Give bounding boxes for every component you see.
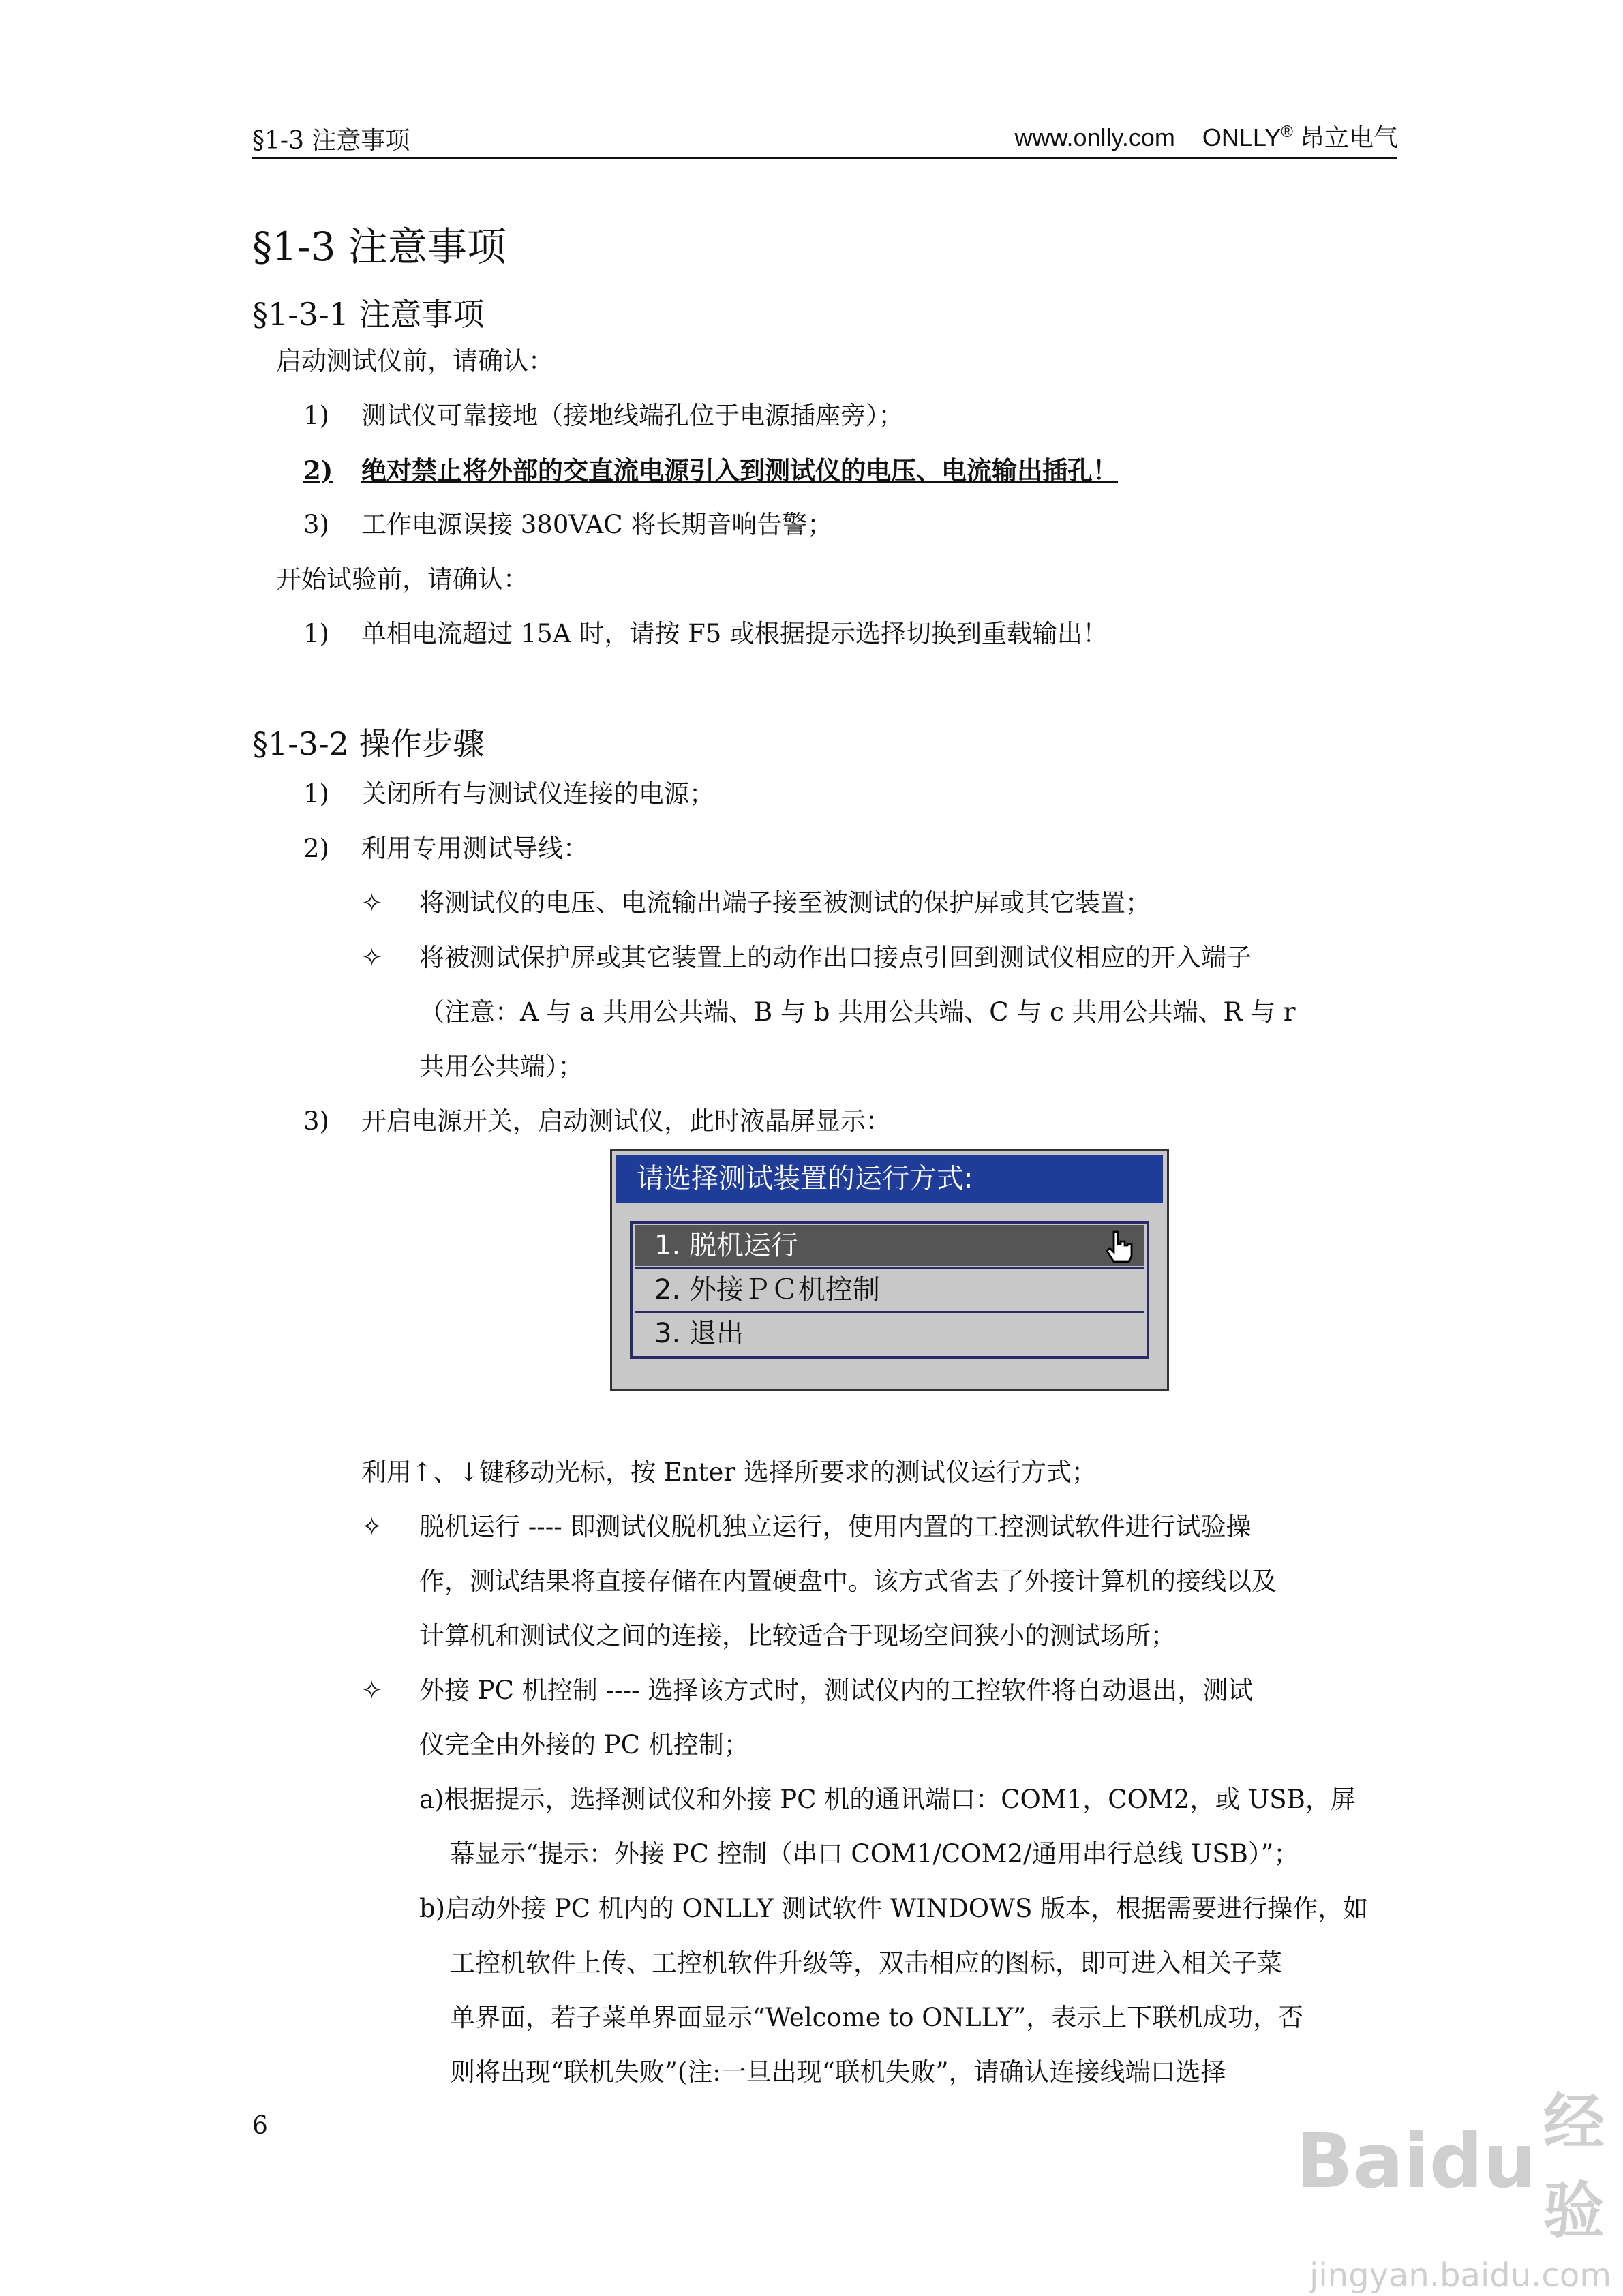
header-brand: ONLLY xyxy=(1202,123,1281,151)
header-section: §1-3 注意事项 xyxy=(252,127,410,155)
baidu-jingyan-watermark xyxy=(1296,2072,1611,2295)
lcd-menu-list xyxy=(630,1221,1149,1359)
bullet-icon: ✧ xyxy=(361,888,383,918)
before-start-text-3: 工作电源误接 380VAC 将长期音响告警； xyxy=(361,510,833,539)
nav-instruction: 利用↑、↓键移动光标，按 Enter 选择所要求的测试仪运行方式； xyxy=(361,1457,1097,1487)
lcd-menu-item-pc-control[interactable] xyxy=(635,1267,1144,1308)
lcd-menu-screenshot xyxy=(610,1149,1169,1391)
lcd-menu-item-label: 3. 退出 xyxy=(654,1318,744,1349)
step-text-1: 关闭所有与测试仪连接的电源； xyxy=(361,779,714,809)
bullet-icon: ✧ xyxy=(361,1676,383,1705)
wire-bullet-1-line-1: 将测试仪的电压、电流输出端子接至被测试的保护屏或其它装置； xyxy=(419,888,1151,918)
before-start-intro: 启动测试仪前，请确认： xyxy=(276,346,553,376)
header-right xyxy=(1014,119,1398,153)
sub-item-b-line-2: 工控机软件上传、工控机软件升级等，双击相应的图标，即可进入相关子菜 xyxy=(450,1948,1282,1978)
lcd-menu-item-offline[interactable] xyxy=(635,1225,1144,1266)
mode-bullet-1-line-3: 计算机和测试仪之间的连接，比较适合于现场空间狭小的测试场所； xyxy=(419,1621,1176,1650)
bullet-icon: ✧ xyxy=(361,1512,383,1541)
mode-bullet-1-line-2: 作，测试结果将直接存储在内置硬盘中。该方式省去了外接计算机的接线以及 xyxy=(419,1567,1277,1596)
lcd-title: 请选择测试装置的运行方式: xyxy=(616,1155,1163,1203)
hand-pointer-icon xyxy=(1104,1230,1134,1263)
sub-item-a-line-2: 幕显示“提示：外接 PC 控制（串口 COM1/COM2/通用串行总线 USB）”； xyxy=(450,1839,1299,1869)
before-start-num-2: 2) xyxy=(303,455,333,485)
watermark-label: 经验 xyxy=(1543,2087,1605,2247)
step-text-2: 利用专用测试导线： xyxy=(361,834,588,863)
sub-item-b-line-4: 则将出现“联机失败”(注:一旦出现“联机失败”，请确认连接线端口选择 xyxy=(450,2057,1226,2087)
step-num-1: 1) xyxy=(303,779,329,809)
sub-item-b-line-3: 单界面，若子菜单界面显示“Welcome to ONLLY”，表示上下联机成功，否 xyxy=(450,2003,1304,2032)
before-test-text-1: 单相电流超过 15A 时，请按 F5 或根据提示选择切换到重载输出！ xyxy=(361,619,1108,648)
step-num-2: 2) xyxy=(303,834,329,863)
watermark-url: jingyan.baidu.com xyxy=(1309,2256,1611,2295)
lcd-menu-item-exit[interactable] xyxy=(635,1311,1144,1352)
lcd-menu-item-label: 1. 脱机运行 xyxy=(654,1230,798,1261)
registered-mark: ® xyxy=(1281,123,1293,141)
header-company: 昂立电气 xyxy=(1299,124,1398,152)
wire-bullet-2-line-3: 共用公共端）； xyxy=(419,1052,583,1081)
watermark-brand: Baidu xyxy=(1296,2117,1536,2205)
mode-bullet-2-line-2: 仪完全由外接的 PC 机控制； xyxy=(419,1730,749,1759)
header-divider xyxy=(252,157,1397,159)
sub-item-a-line-1: a)根据提示，选择测试仪和外接 PC 机的通讯端口：COM1，COM2，或 USB，屏 xyxy=(419,1785,1356,1814)
section1-heading: §1-3-1 注意事项 xyxy=(252,296,485,333)
mode-bullet-2-line-1: 外接 PC 机控制 ---- 选择该方式时，测试仪内的工控软件将自动退出，测试 xyxy=(419,1676,1254,1705)
before-start-num-3: 3) xyxy=(303,510,329,539)
sub-item-b-line-1: b)启动外接 PC 机内的 ONLLY 测试软件 WINDOWS 版本，根据需要进行操作，如 xyxy=(419,1894,1369,1923)
header-website[interactable]: www.onlly.com xyxy=(1014,123,1175,151)
bullet-icon: ✧ xyxy=(361,943,383,972)
page-number: 6 xyxy=(252,2112,268,2140)
wire-bullet-2-line-2: （注意：A 与 a 共用公共端、B 与 b 共用公共端、C 与 c 共用公共端、R 与 r xyxy=(419,997,1296,1027)
before-start-text-1: 测试仪可靠接地（接地线端孔位于电源插座旁）； xyxy=(361,401,904,430)
wire-bullet-2-line-1: 将被测试保护屏或其它装置上的动作出口接点引回到测试仪相应的开入端子 xyxy=(419,943,1252,972)
section2-heading: §1-3-2 操作步骤 xyxy=(252,725,485,762)
warning-text: 绝对禁止将外部的交直流电源引入到测试仪的电压、电流输出插孔！ xyxy=(361,455,1118,485)
page-title: §1-3 注意事项 xyxy=(252,224,506,270)
before-test-num-1: 1) xyxy=(303,619,329,648)
mode-bullet-1-line-1: 脱机运行 ---- 即测试仪脱机独立运行，使用内置的工控测试软件进行试验操 xyxy=(419,1512,1252,1541)
step-text-3: 开启电源开关，启动测试仪，此时液晶屏显示： xyxy=(361,1106,891,1136)
before-test-intro: 开始试验前，请确认： xyxy=(276,564,528,594)
step-num-3: 3) xyxy=(303,1106,329,1136)
before-start-num-1: 1) xyxy=(303,401,329,430)
lcd-menu-item-label: 2. 外接ＰＣ机控制 xyxy=(654,1274,880,1305)
